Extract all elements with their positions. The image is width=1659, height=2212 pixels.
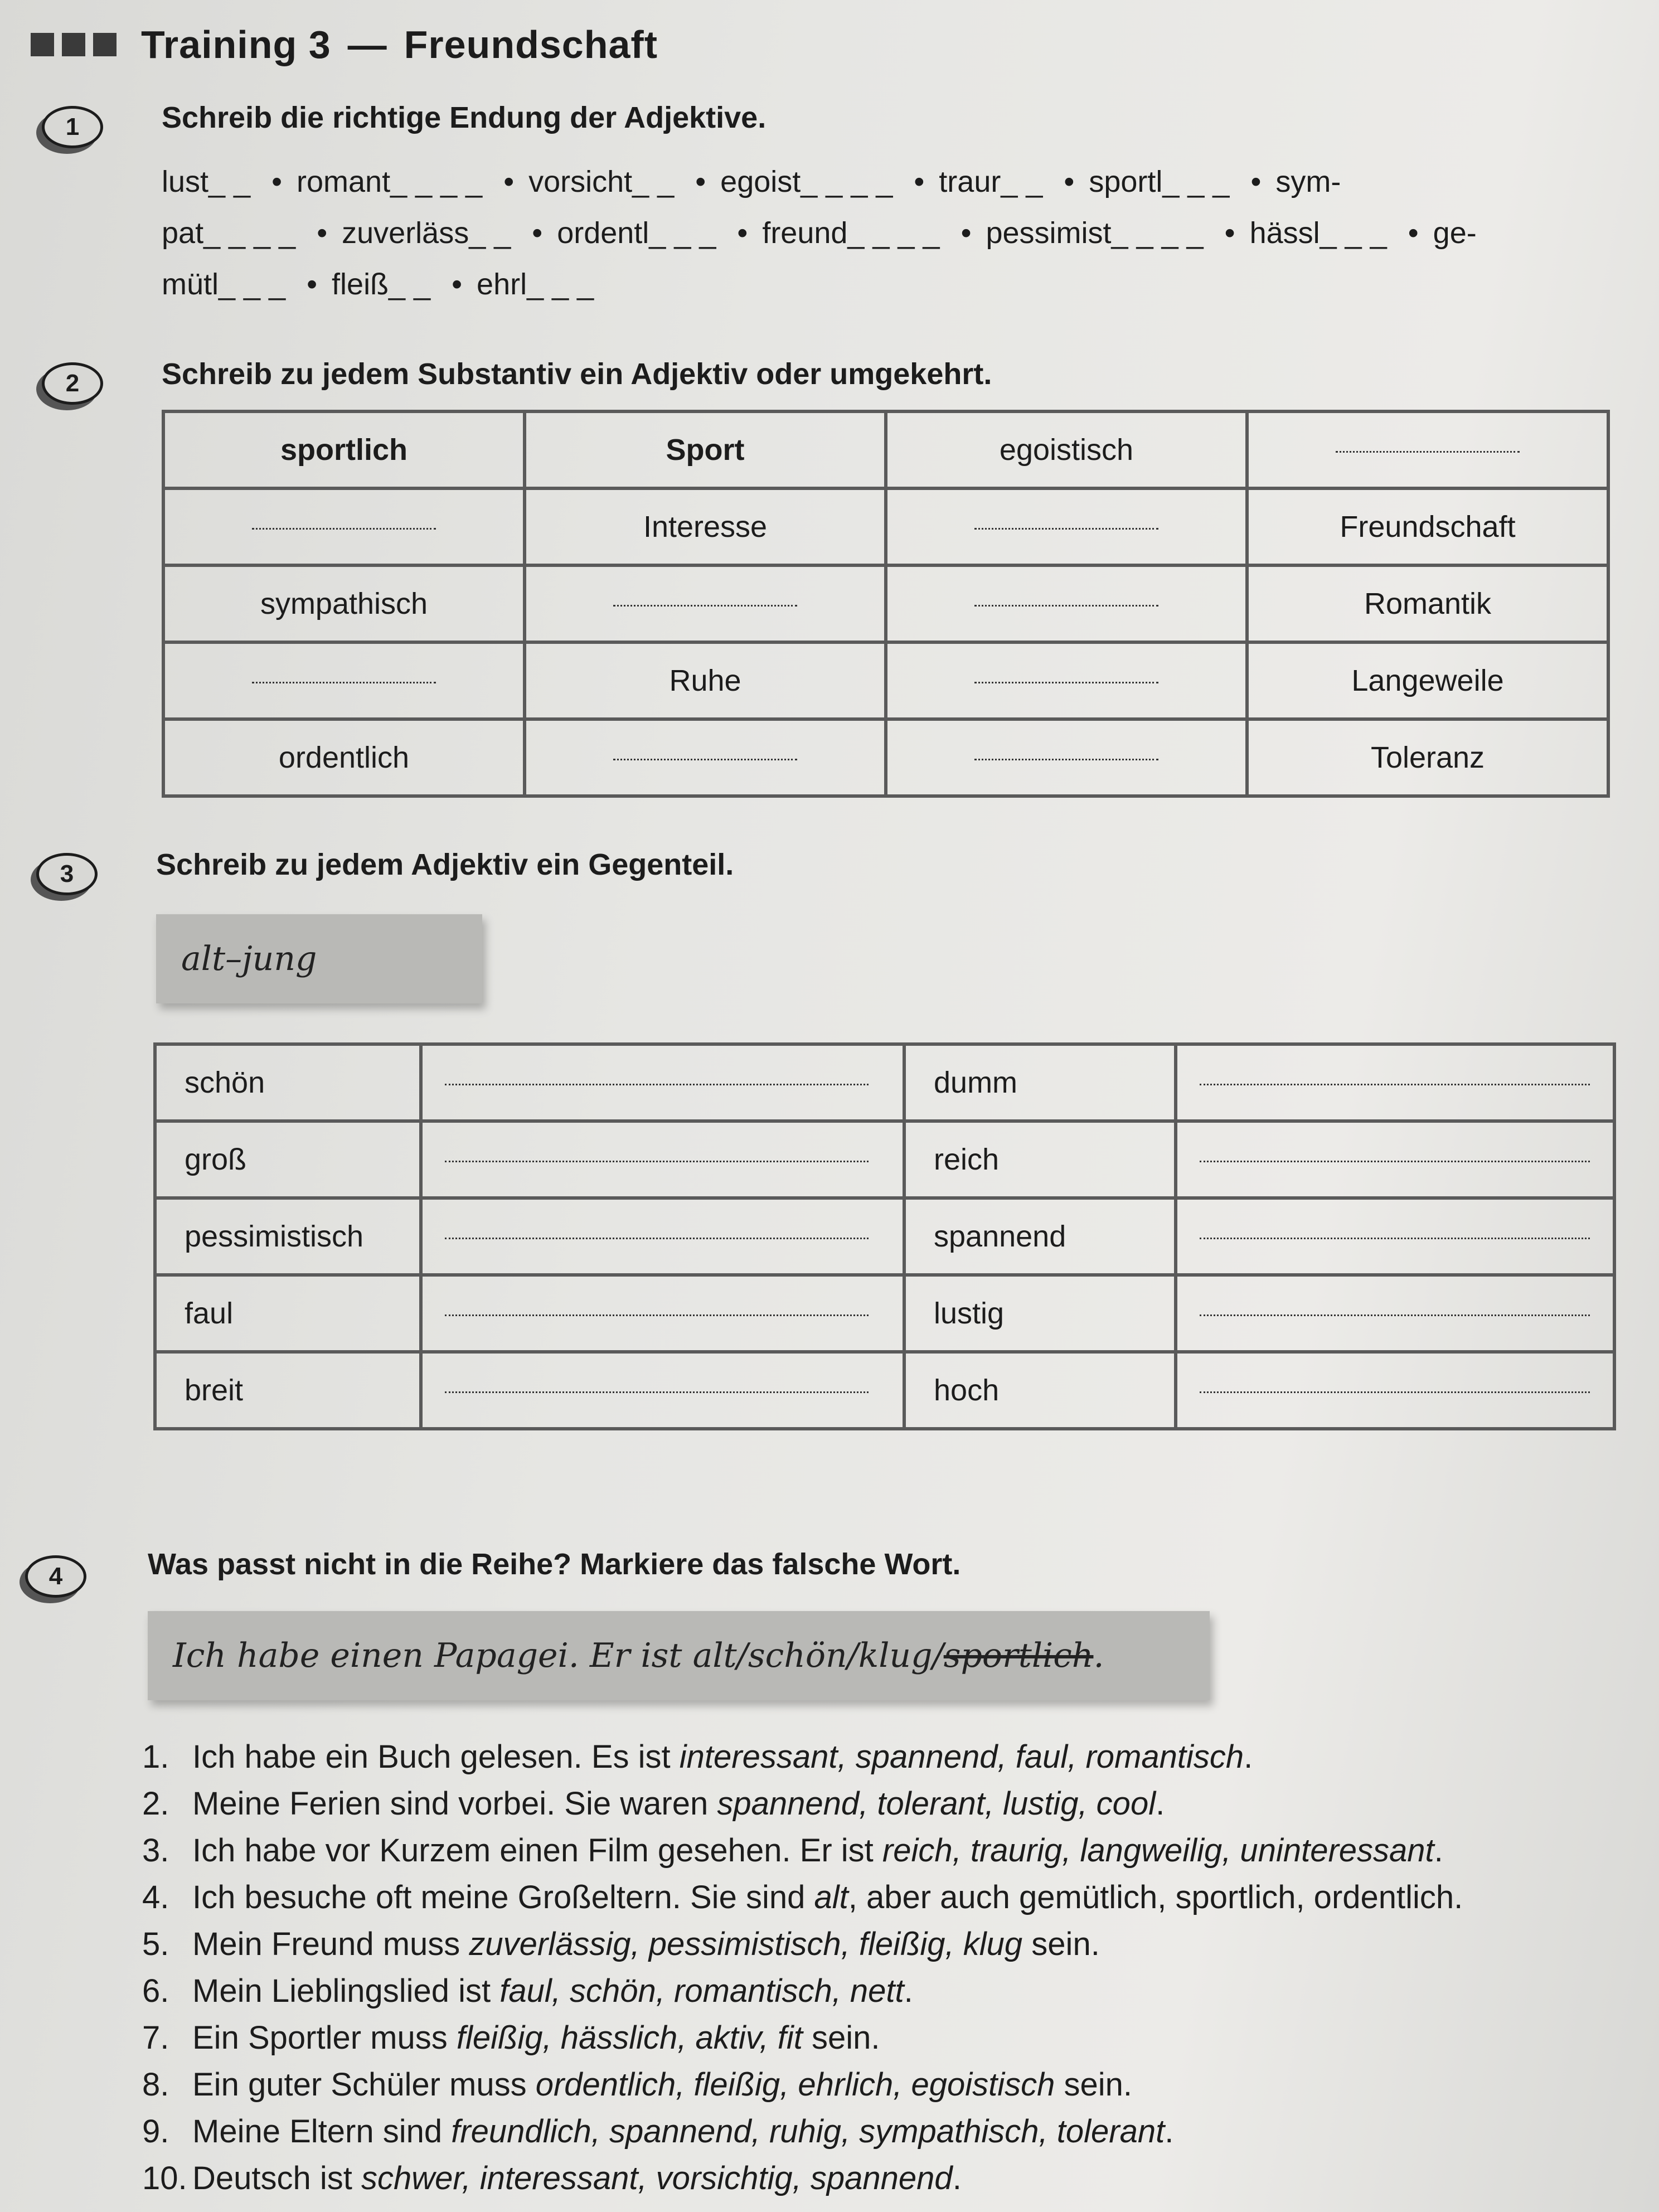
word-stem[interactable]: romant_ _ _ _ (297, 165, 483, 198)
item-number: 9. (142, 2113, 169, 2150)
sentence-text: . (1156, 1786, 1165, 1822)
adjective-cell: spannend (904, 1198, 1176, 1275)
dotted-line (1200, 1238, 1590, 1239)
bullet-icon: • (737, 216, 748, 250)
answer-blank[interactable] (886, 565, 1247, 642)
item-number: 6. (142, 1973, 169, 2009)
answer-blank[interactable] (421, 1352, 904, 1429)
exercise-number: 4 (25, 1555, 86, 1598)
adjective-endings-list (162, 156, 1589, 310)
adjective-cell: groß (155, 1121, 421, 1198)
header-square (62, 33, 85, 56)
dotted-line (1200, 1391, 1590, 1393)
sentence-text: Deutsch ist (192, 2160, 361, 2196)
dotted-line (252, 682, 436, 683)
answer-blank[interactable] (1176, 1121, 1614, 1198)
sentence-text: . (1244, 1739, 1253, 1775)
table-row (155, 1275, 1614, 1352)
adjective-cell: hoch (904, 1352, 1176, 1429)
page-header (31, 22, 658, 67)
sentence-text: . (952, 2160, 962, 2196)
dotted-line (974, 605, 1158, 607)
endings-row (162, 259, 1589, 310)
word-choices[interactable]: ordentlich, fleißig, ehrlich, egoistisch (535, 2067, 1055, 2103)
word-stem[interactable]: fleiß_ _ (332, 268, 431, 301)
table-row (163, 411, 1608, 488)
sentence-text: Mein Freund muss (192, 1926, 469, 1962)
bullet-icon: • (695, 165, 706, 198)
dotted-line (974, 759, 1158, 760)
table-cell: Sport (525, 411, 886, 488)
table-row (163, 488, 1608, 565)
sentence-text: Ein Sportler muss (192, 2020, 457, 2056)
word-stem[interactable]: freund_ _ _ _ (762, 216, 940, 250)
table-cell: Romantik (1247, 565, 1608, 642)
table-row (155, 1044, 1614, 1121)
adjective-cell: breit (155, 1352, 421, 1429)
word-stem[interactable]: pessimist_ _ _ _ (986, 216, 1204, 250)
dotted-line (445, 1161, 869, 1162)
list-item (142, 1968, 1463, 2015)
word-stem[interactable]: pat_ _ _ _ (162, 216, 296, 250)
word-stem[interactable]: lust_ _ (162, 165, 251, 198)
list-item (142, 2015, 1463, 2061)
exercise-number: 3 (36, 853, 98, 895)
adjective-cell: faul (155, 1275, 421, 1352)
answer-blank[interactable] (421, 1275, 904, 1352)
exercise-number: 2 (42, 362, 103, 405)
bullet-icon: • (307, 268, 318, 301)
header-square (93, 33, 117, 56)
word-stem[interactable]: ehrl_ _ _ (477, 268, 594, 301)
answer-blank[interactable] (1176, 1044, 1614, 1121)
sentence-text: Ein guter Schüler muss (192, 2067, 536, 2103)
dotted-line (252, 528, 436, 530)
answer-blank[interactable] (525, 719, 886, 796)
word-choices[interactable]: alt (814, 1879, 848, 1915)
list-item (142, 2155, 1463, 2202)
word-stem[interactable]: mütl_ _ _ (162, 268, 286, 301)
table-cell: Ruhe (525, 642, 886, 719)
dotted-line (445, 1084, 869, 1085)
example-text: alt–jung (181, 939, 317, 978)
item-number: 7. (142, 2020, 169, 2056)
table-cell: Freundschaft (1247, 488, 1608, 565)
answer-blank[interactable] (421, 1198, 904, 1275)
word-choices[interactable]: freundlich, spannend, ruhig, sympathisch, tolerant (451, 2113, 1165, 2150)
adjective-cell: lustig (904, 1275, 1176, 1352)
dotted-line (974, 682, 1158, 683)
adjective-cell: pessimistisch (155, 1198, 421, 1275)
adjective-cell: reich (904, 1121, 1176, 1198)
answer-blank[interactable] (1176, 1275, 1614, 1352)
dotted-line (1336, 451, 1520, 453)
word-stem[interactable]: vorsicht_ _ (528, 165, 675, 198)
dotted-line (445, 1391, 869, 1393)
dotted-line (1200, 1314, 1590, 1316)
sentence-text: Ich besuche oft meine Großeltern. Sie sind (192, 1879, 814, 1915)
word-stem[interactable]: ge- (1433, 216, 1477, 250)
word-choices[interactable]: reich, traurig, langweilig, uninteressant (882, 1832, 1434, 1869)
table-row (163, 565, 1608, 642)
exercise-number: 1 (42, 106, 103, 148)
dotted-line (445, 1314, 869, 1316)
word-choices[interactable]: schwer, interessant, vorsichtig, spannend (361, 2160, 953, 2196)
list-item (142, 1781, 1463, 1827)
sentence-text: Ich habe ein Buch gelesen. Es ist (192, 1739, 680, 1775)
item-number: 5. (142, 1926, 169, 1962)
table-row (155, 1352, 1614, 1429)
word-stem[interactable]: zuverläss_ _ (342, 216, 511, 250)
bullet-icon: • (1408, 216, 1419, 250)
sentence-text: sein. (1055, 2067, 1133, 2103)
odd-one-out-list (142, 1734, 1463, 2202)
bullet-icon: • (317, 216, 328, 250)
item-number: 3. (142, 1832, 169, 1869)
exercise-instruction: Schreib zu jedem Substantiv ein Adjektiv oder umgekehrt. (162, 357, 992, 391)
exercise-instruction: Was passt nicht in die Reihe? Markiere das falsche Wort. (148, 1548, 961, 1581)
dotted-line (613, 759, 797, 760)
adjective-cell: schön (155, 1044, 421, 1121)
sentence-text: . (904, 1973, 913, 2009)
sentence-text: , aber auch gemütlich, sportlich, ordentlich. (848, 1879, 1463, 1915)
word-stem[interactable]: hässl_ _ _ (1249, 216, 1387, 250)
table-row (163, 642, 1608, 719)
answer-blank[interactable] (886, 719, 1247, 796)
list-item (142, 1734, 1463, 1781)
item-number: 8. (142, 2067, 169, 2103)
sentence-text: Ich habe vor Kurzem einen Film gesehen. Er ist (192, 1832, 882, 1869)
bullet-icon: • (503, 165, 515, 198)
table-cell: Langeweile (1247, 642, 1608, 719)
answer-blank[interactable] (1176, 1352, 1614, 1429)
sentence-text: Mein Lieblingslied ist (192, 1973, 500, 2009)
list-item (142, 1874, 1463, 1921)
example-box (148, 1611, 1210, 1700)
list-item (142, 2061, 1463, 2108)
list-item (142, 1921, 1463, 1968)
word-stem[interactable]: egoist_ _ _ _ (720, 165, 893, 198)
word-stem[interactable]: sym- (1275, 165, 1341, 198)
bullet-icon: • (452, 268, 463, 301)
list-item (142, 2108, 1463, 2155)
item-number: 2. (142, 1786, 169, 1822)
adjective-cell: dumm (904, 1044, 1176, 1121)
bullet-icon: • (532, 216, 543, 250)
dotted-line (1200, 1161, 1590, 1162)
item-number: 4. (142, 1879, 169, 1915)
header-square (31, 33, 54, 56)
bullet-icon: • (961, 216, 972, 250)
exercise-instruction: Schreib die richtige Endung der Adjektive. (162, 101, 767, 134)
example-box (156, 914, 482, 1003)
exercise-instruction: Schreib zu jedem Adjektiv ein Gegenteil. (156, 848, 734, 881)
table-cell: sympathisch (163, 565, 525, 642)
endings-row (162, 207, 1589, 259)
example-text: Ich habe einen Papagei. Er ist alt/schön/klug/sportlich. (173, 1636, 1104, 1675)
table-cell: Interesse (525, 488, 886, 565)
sentence-text: Meine Ferien sind vorbei. Sie waren (192, 1786, 717, 1822)
sentence-text: . (1165, 2113, 1174, 2150)
word-choices[interactable]: faul, schön, romantisch, nett (499, 1973, 904, 2009)
sentence-text: sein. (802, 2020, 880, 2056)
answer-blank[interactable] (886, 642, 1247, 719)
answer-blank[interactable] (163, 642, 525, 719)
table-row (163, 719, 1608, 796)
item-number: 10. (142, 2160, 187, 2196)
word-choices[interactable]: zuverlässig, pessimistisch, fleißig, klug (469, 1926, 1023, 1962)
answer-blank[interactable] (1176, 1198, 1614, 1275)
endings-row (162, 156, 1589, 207)
word-stem[interactable]: ordentl_ _ _ (557, 216, 716, 250)
table-cell: ordentlich (163, 719, 525, 796)
opposites-table (153, 1042, 1616, 1430)
dotted-line (1200, 1084, 1590, 1085)
sentence-text: sein. (1022, 1926, 1100, 1962)
answer-blank[interactable] (421, 1044, 904, 1121)
table-row (155, 1121, 1614, 1198)
dotted-line (445, 1238, 869, 1239)
dotted-line (613, 605, 797, 607)
dotted-line (974, 528, 1158, 530)
bullet-icon: • (914, 165, 925, 198)
word-stem[interactable]: sportl_ _ _ (1089, 165, 1230, 198)
noun-adjective-table (162, 410, 1610, 798)
bullet-icon: • (1064, 165, 1075, 198)
table-row (155, 1198, 1614, 1275)
bullet-icon: • (1250, 165, 1262, 198)
page-title: Training 3 — Freundschaft (141, 23, 658, 66)
sentence-text: Meine Eltern sind (192, 2113, 452, 2150)
table-cell: egoistisch (886, 411, 1247, 488)
answer-blank[interactable] (525, 565, 886, 642)
answer-blank[interactable] (1247, 411, 1608, 488)
list-item (142, 1827, 1463, 1874)
table-cell: sportlich (163, 411, 525, 488)
word-choices[interactable]: spannend, tolerant, lustig, cool (717, 1786, 1156, 1822)
answer-blank[interactable] (886, 488, 1247, 565)
word-choices[interactable]: interessant, spannend, faul, romantisch (679, 1739, 1244, 1775)
bullet-icon: • (1224, 216, 1235, 250)
item-number: 1. (142, 1739, 169, 1775)
table-cell: Toleranz (1247, 719, 1608, 796)
answer-blank[interactable] (421, 1121, 904, 1198)
word-stem[interactable]: traur_ _ (939, 165, 1043, 198)
sentence-text: . (1434, 1832, 1443, 1869)
bullet-icon: • (271, 165, 283, 198)
word-choices[interactable]: fleißig, hässlich, aktiv, fit (456, 2020, 803, 2056)
answer-blank[interactable] (163, 488, 525, 565)
